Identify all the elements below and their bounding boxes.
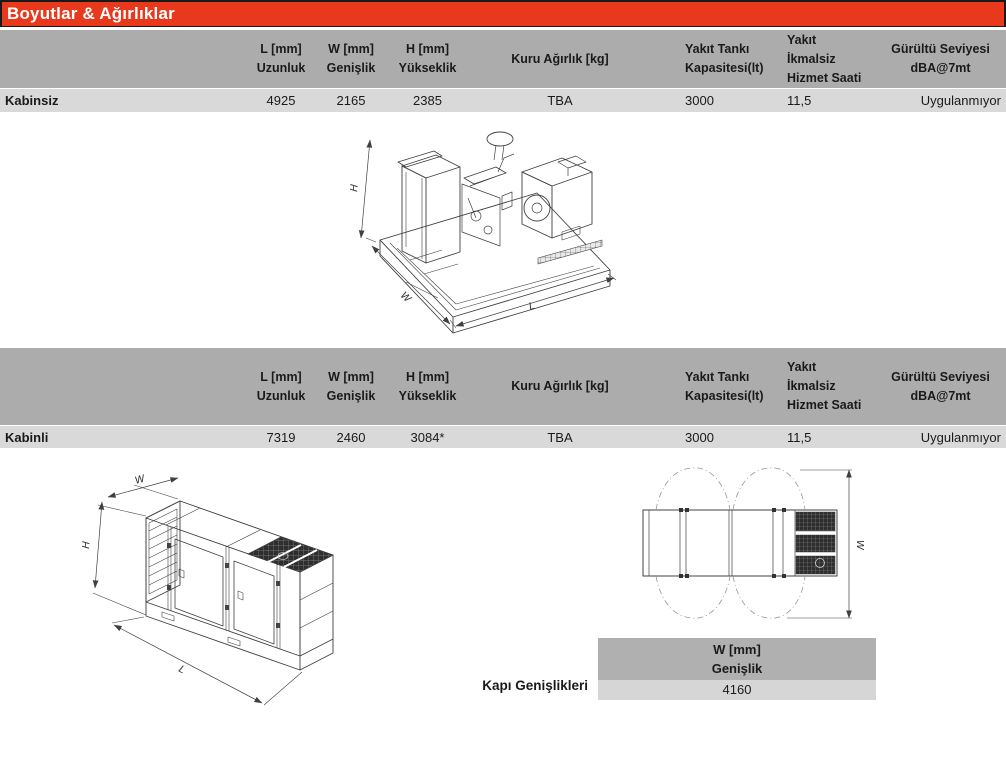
kabinli-dry-weight: TBA [547, 429, 573, 445]
col-length-line1: L [mm] [260, 42, 302, 56]
col-fuel-tank-line1: Yakıt Tankı [685, 42, 750, 56]
col-height-header [385, 30, 470, 88]
col-width-header [317, 30, 385, 88]
kabinsiz-length: 4925 [266, 93, 296, 108]
section-title-bar [0, 0, 1006, 27]
col-noise-line1: Gürültü Seviyesi [891, 42, 990, 56]
door-width-header-line2: Genişlik [711, 661, 763, 676]
col-height-line1: H [mm] [405, 42, 450, 56]
col-service-line2: İkmalsiz [787, 51, 836, 66]
door-width-value: 4160 [598, 680, 876, 700]
col-height-line2: Yükseklik [398, 61, 457, 75]
dim-label-w-canopied: W [133, 473, 147, 487]
row-kabinsiz-label: Kabinsiz [5, 93, 59, 108]
row-kabinli [0, 425, 1006, 448]
col-noise-line2: dBA@7mt [910, 61, 971, 75]
col-length-header [245, 348, 317, 425]
canopied-genset-drawing [78, 465, 338, 715]
dim-label-w-open: W [397, 290, 413, 306]
col-length-line2: Uzunluk [256, 61, 306, 75]
dims-table-canopied-header [0, 348, 1006, 425]
kabinsiz-dry-weight: TBA [547, 93, 573, 108]
col-fuel-tank-header [650, 30, 780, 88]
door-width-row-label: Kapı Genişlikleri [482, 678, 588, 693]
col-height-header [385, 348, 470, 425]
kabinsiz-height: 2385 [413, 93, 442, 108]
col-dry-weight-line1: Kuru Ağırlık [kg] [511, 51, 609, 66]
dim-label-l-canopied: L [176, 663, 187, 677]
col-noise-header [875, 348, 1006, 425]
dim-label-h-open: H [349, 183, 361, 193]
top-view-doors-drawing [635, 458, 865, 638]
col-dry-weight-line1: Kuru Ağırlık [kg] [511, 379, 609, 393]
col-fuel-tank-line2: Kapasitesi(lt) [685, 61, 764, 75]
col-service-hours-header [780, 30, 875, 88]
col-service-line3: Hizmet Saati [787, 398, 862, 412]
section-title: Boyutlar & Ağırlıklar [7, 4, 175, 23]
col-length-header [245, 30, 317, 88]
col-width-line2: Genişlik [326, 61, 376, 75]
kabinli-height: 3084* [410, 429, 445, 445]
kabinli-fuel-tank: 3000 [685, 429, 714, 445]
col-fuel-tank-line2: Kapasitesi(lt) [685, 388, 764, 403]
col-noise-line1: Gürültü Seviyesi [891, 369, 990, 384]
col-service-hours-header [780, 348, 875, 425]
kabinsiz-service-hours: 11,5 [787, 93, 812, 108]
col-service-line2: İkmalsiz [787, 379, 836, 393]
col-noise-header [875, 30, 1006, 88]
row-kabinsiz [0, 88, 1006, 112]
col-width-header [317, 348, 385, 425]
col-fuel-tank-line1: Yakıt Tankı [685, 369, 750, 384]
col-dry-weight-header [470, 348, 650, 425]
header-spacer [0, 30, 245, 88]
col-service-line3: Hizmet Saati [787, 70, 862, 85]
door-width-header-line1: W [mm] [713, 642, 761, 657]
kabinli-length: 7319 [266, 429, 296, 445]
col-fuel-tank-header [650, 348, 780, 425]
col-height-line2: Yükseklik [398, 388, 457, 403]
col-service-line1: Yakıt [787, 32, 817, 47]
dim-label-w-topview: W [854, 540, 865, 550]
col-width-line2: Genişlik [326, 388, 376, 403]
kabinli-noise-level: Uygulanmıyor [920, 429, 1001, 445]
door-width-table-header [598, 638, 876, 680]
dim-label-h-canopied: H [81, 540, 93, 550]
col-length-line2: Uzunluk [256, 388, 306, 403]
col-noise-line2: dBA@7mt [910, 388, 971, 403]
kabinli-width: 2460 [336, 429, 366, 445]
kabinsiz-width: 2165 [336, 93, 366, 108]
kabinsiz-fuel-tank: 3000 [685, 93, 714, 108]
col-height-line1: H [mm] [405, 369, 450, 384]
row-kabinli-label: Kabinli [5, 429, 49, 445]
open-genset-drawing [350, 112, 620, 322]
col-service-line1: Yakıt [787, 360, 817, 374]
header-spacer [0, 348, 245, 425]
dim-label-l-open: L [527, 300, 537, 313]
dims-table-open-header [0, 30, 1006, 88]
col-width-line1: W [mm] [328, 42, 374, 56]
col-width-line1: W [mm] [328, 369, 374, 384]
col-length-line1: L [mm] [260, 369, 302, 384]
col-dry-weight-header [470, 30, 650, 88]
kabinsiz-noise-level: Uygulanmıyor [920, 93, 1001, 108]
kabinli-service-hours: 11,5 [787, 429, 812, 445]
